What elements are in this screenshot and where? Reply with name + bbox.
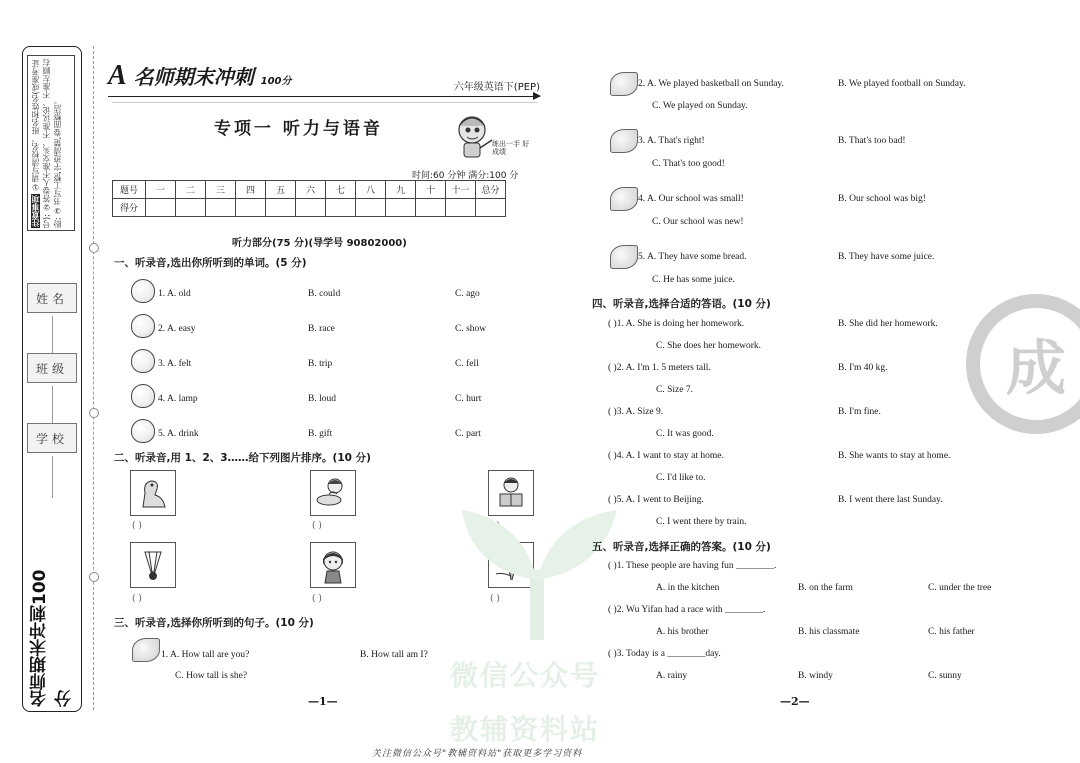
section-heading: 四、听录音,选择合适的答语。(10 分) <box>592 298 771 310</box>
exam-notice <box>27 55 75 231</box>
option-a[interactable]: ( )2. A. I'm 1. 5 meters tall. <box>608 363 711 373</box>
option-c[interactable]: C. part <box>455 429 481 439</box>
sprout-watermark-icon <box>452 500 622 640</box>
option-a[interactable]: 2. A. We played basketball on Sunday. <box>638 79 784 89</box>
leaf-icon <box>610 245 638 269</box>
grade-label: 六年级英语下(PEP) <box>453 82 540 93</box>
score-table <box>112 180 506 217</box>
option-b[interactable]: B. She did her homework. <box>838 319 938 329</box>
score-cell[interactable] <box>356 199 386 217</box>
option-a[interactable]: 1. A. old <box>158 289 191 299</box>
option-a[interactable]: A. rainy <box>656 671 688 681</box>
brand-logo <box>108 60 292 92</box>
score-cell[interactable] <box>386 199 416 217</box>
leaf-icon <box>610 72 638 96</box>
girl-portrait-icon <box>310 542 356 588</box>
header-arrow-icon <box>533 92 541 100</box>
table-cell: 二 <box>176 181 206 199</box>
leaf-icon <box>132 638 160 662</box>
option-c[interactable]: C. ago <box>455 289 480 299</box>
apple-icon <box>131 384 155 408</box>
option-a[interactable]: 3. A. That's right! <box>638 136 705 146</box>
option-a[interactable]: ( )5. A. I went to Beijing. <box>608 495 704 505</box>
option-b[interactable]: B. on the farm <box>798 583 853 593</box>
option-a[interactable]: 5. A. They have some bread. <box>638 252 747 262</box>
binding-hole <box>89 572 99 582</box>
binding-strip <box>22 46 82 712</box>
leaf-icon <box>610 187 638 211</box>
section-heading: 二、听录音,用 1、2、3……给下列图片排序。(10 分) <box>114 452 371 464</box>
answer-blank[interactable]: ( ) <box>132 594 142 604</box>
table-cell: 五 <box>266 181 296 199</box>
leaf-icon <box>610 129 638 153</box>
logo-letter: A <box>108 60 127 91</box>
stamp-watermark: 成 <box>966 294 1080 434</box>
option-c[interactable]: C. Our school was new! <box>652 217 744 227</box>
apple-icon <box>131 279 155 303</box>
section-heading: 三、听录音,选择你所听到的句子。(10 分) <box>114 617 314 629</box>
score-table-score-row <box>113 199 506 217</box>
table-cell: 三 <box>206 181 236 199</box>
option-b[interactable]: B. I went there last Sunday. <box>838 495 943 505</box>
answer-blank[interactable]: ( ) <box>132 521 142 531</box>
question-stem: ( )2. Wu Yifan had a race with ________. <box>608 605 766 615</box>
table-cell: 十一 <box>446 181 476 199</box>
option-b[interactable]: B. race <box>308 324 335 334</box>
option-c[interactable]: C. under the tree <box>928 583 992 593</box>
score-cell[interactable] <box>176 199 206 217</box>
notice-line: ①请写清校名、班名和姓名(或准考证号); <box>31 59 51 228</box>
option-c[interactable]: C. Size 7. <box>656 385 693 395</box>
option-a[interactable]: ( )3. A. Size 9. <box>608 407 664 417</box>
apple-icon <box>131 314 155 338</box>
table-cell: 九 <box>386 181 416 199</box>
girl-eating-icon <box>310 470 356 516</box>
option-b[interactable]: B. could <box>308 289 341 299</box>
option-a[interactable]: 1. A. How tall are you? <box>161 650 250 660</box>
option-b[interactable]: B. That's too bad! <box>838 136 906 146</box>
school-field[interactable]: 学校 <box>27 423 77 453</box>
option-c[interactable]: C. We played on Sunday. <box>652 101 748 111</box>
answer-blank[interactable]: ( ) <box>490 594 500 604</box>
vertical-logo: 名师期末冲刺100分 <box>30 569 75 707</box>
notice-line: ②答卷人不准交头、不准议论、不准左顾右盼; <box>42 58 62 228</box>
score-table-header-row <box>113 181 506 199</box>
question-stem: ( )3. Today is a ________day. <box>608 649 721 659</box>
binding-hole <box>89 408 99 418</box>
score-cell[interactable] <box>416 199 446 217</box>
option-c[interactable]: C. show <box>455 324 487 334</box>
option-a[interactable]: A. in the kitchen <box>656 583 720 593</box>
question-stem: ( )1. These people are having fun ________. <box>608 561 777 571</box>
logo-text: 名师期末冲刺 <box>133 65 254 89</box>
page-title: 专项一 听力与语音 <box>214 119 383 139</box>
time-score: 时间:60 分钟 满分:100 分 <box>412 171 519 181</box>
footer-note: 关注微信公众号"教辅资料站"获取更多学习资料 <box>372 749 583 759</box>
option-c[interactable]: C. I went there by train. <box>656 517 747 527</box>
watermark-line: 微信公众号 <box>450 659 601 692</box>
class-field[interactable]: 班级 <box>27 353 77 383</box>
option-b[interactable]: B. How tall am I? <box>360 650 428 660</box>
badminton-icon <box>130 542 176 588</box>
apple-icon <box>131 419 155 443</box>
option-b[interactable]: B. trip <box>308 359 333 369</box>
option-b[interactable]: B. Our school was big! <box>838 194 926 204</box>
answer-blank[interactable]: ( ) <box>312 594 322 604</box>
table-cell: 十 <box>416 181 446 199</box>
option-c[interactable]: C. It was good. <box>656 429 714 439</box>
option-c[interactable]: C. I'd like to. <box>656 473 706 483</box>
notice-badge: 注意事项 <box>31 195 40 227</box>
option-c[interactable]: C. How tall is she? <box>175 671 248 681</box>
table-cell: 四 <box>236 181 266 199</box>
notice-line: ③书写工整,字迹清楚,卷面整洁。 <box>53 96 62 215</box>
option-a[interactable]: 4. A. lamp <box>158 394 198 404</box>
option-b[interactable]: B. loud <box>308 394 336 404</box>
option-a[interactable]: 4. A. Our school was small! <box>638 194 744 204</box>
page-header <box>108 56 540 98</box>
option-c[interactable]: C. He has some juice. <box>652 275 735 285</box>
mascot-caption: 练出一手 好成绩 <box>492 140 530 156</box>
binding-hole <box>89 243 99 253</box>
option-a[interactable]: 2. A. easy <box>158 324 196 334</box>
option-c[interactable]: C. She does her homework. <box>656 341 762 351</box>
option-b[interactable]: B. She wants to stay at home. <box>838 451 951 461</box>
score-cell[interactable] <box>236 199 266 217</box>
score-cell[interactable] <box>476 199 506 217</box>
score-cell[interactable] <box>206 199 236 217</box>
option-c[interactable]: C. That's too good! <box>652 159 725 169</box>
watermark-line: 教辅资料站 <box>450 713 601 746</box>
table-cell: 得分 <box>113 199 146 217</box>
table-cell: 六 <box>296 181 326 199</box>
answer-blank[interactable]: ( ) <box>312 521 322 531</box>
table-cell: 八 <box>356 181 386 199</box>
option-b[interactable]: B. I'm 40 kg. <box>838 363 888 373</box>
option-b[interactable]: B. gift <box>308 429 333 439</box>
table-cell: 一 <box>146 181 176 199</box>
score-cell[interactable] <box>266 199 296 217</box>
table-cell: 题号 <box>113 181 146 199</box>
page-number: —1— <box>308 695 338 708</box>
option-c[interactable]: C. fell <box>455 359 479 369</box>
option-c[interactable]: C. his father <box>928 627 975 637</box>
option-c[interactable]: C. hurt <box>455 394 482 404</box>
option-a[interactable]: A. his brother <box>656 627 709 637</box>
listening-header: 听力部分(75 分)(导学号 90802000) <box>232 238 407 249</box>
score-cell[interactable] <box>446 199 476 217</box>
option-a[interactable]: ( )4. A. I want to stay at home. <box>608 451 724 461</box>
score-cell[interactable] <box>146 199 176 217</box>
cut-line <box>93 46 94 710</box>
name-field[interactable]: 姓名 <box>27 283 77 313</box>
section-heading: 一、听录音,选出你所听到的单词。(5 分) <box>114 257 307 269</box>
option-a[interactable]: ( )1. A. She is doing her homework. <box>608 319 745 329</box>
option-a[interactable]: 5. A. drink <box>158 429 199 439</box>
score-cell[interactable] <box>296 199 326 217</box>
option-b[interactable]: B. They have some juice. <box>838 252 935 262</box>
logo-suffix: 100分 <box>260 76 292 87</box>
dinosaur-icon <box>130 470 176 516</box>
apple-icon <box>131 349 155 373</box>
option-b[interactable]: B. his classmate <box>798 627 860 637</box>
section-heading: 五、听录音,选择正确的答案。(10 分) <box>592 541 771 553</box>
table-cell: 总分 <box>476 181 506 199</box>
option-b[interactable]: B. We played football on Sunday. <box>838 79 966 89</box>
table-cell: 七 <box>326 181 356 199</box>
option-b[interactable]: B. windy <box>798 671 833 681</box>
option-b[interactable]: B. I'm fine. <box>838 407 881 417</box>
header-rule <box>108 96 540 97</box>
option-c[interactable]: C. sunny <box>928 671 962 681</box>
option-a[interactable]: 3. A. felt <box>158 359 192 369</box>
score-cell[interactable] <box>326 199 356 217</box>
page-number: —2— <box>780 695 810 708</box>
